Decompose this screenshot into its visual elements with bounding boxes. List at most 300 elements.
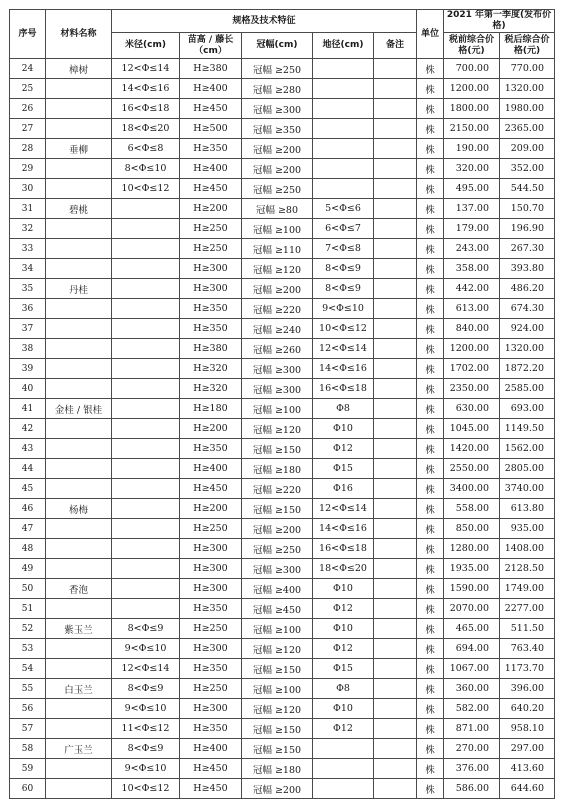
- cell-dbh: 11<Φ≤12: [112, 719, 180, 739]
- cell-remark: [374, 219, 417, 239]
- cell-unit: 株: [417, 139, 444, 159]
- table-row: [10, 639, 555, 659]
- cell-remark: [374, 399, 417, 419]
- cell-crown: 冠幅 ≥350: [242, 119, 313, 139]
- cell-crown: 冠幅 ≥80: [242, 199, 313, 219]
- cell-height: H≥400: [180, 159, 242, 179]
- cell-ground-diameter: [313, 139, 374, 159]
- cell-remark: [374, 259, 417, 279]
- cell-material-name: [46, 439, 112, 459]
- cell-remark: [374, 759, 417, 779]
- table-row: [10, 759, 555, 779]
- cell-post-tax-price: 2585.00: [500, 379, 555, 399]
- cell-crown: 冠幅 ≥250: [242, 179, 313, 199]
- table-row: [10, 539, 555, 559]
- cell-no: 30: [10, 179, 46, 199]
- cell-material-name: [46, 659, 112, 679]
- cell-ground-diameter: Φ10: [313, 419, 374, 439]
- cell-height: H≥450: [180, 99, 242, 119]
- cell-no: 44: [10, 459, 46, 479]
- cell-post-tax-price: 1749.00: [500, 579, 555, 599]
- cell-height: H≥350: [180, 299, 242, 319]
- cell-height: H≥200: [180, 499, 242, 519]
- cell-ground-diameter: 10<Φ≤12: [313, 319, 374, 339]
- cell-pre-tax-price: 190.00: [444, 139, 500, 159]
- cell-unit: 株: [417, 379, 444, 399]
- cell-dbh: [112, 299, 180, 319]
- cell-material-name: [46, 179, 112, 199]
- cell-post-tax-price: 674.30: [500, 299, 555, 319]
- cell-material-name: [46, 559, 112, 579]
- cell-material-name: [46, 99, 112, 119]
- header-unit: 单位: [417, 10, 444, 59]
- cell-remark: [374, 419, 417, 439]
- cell-no: 35: [10, 279, 46, 299]
- cell-height: H≥350: [180, 599, 242, 619]
- price-table: [9, 9, 555, 799]
- cell-post-tax-price: 196.90: [500, 219, 555, 239]
- cell-unit: 株: [417, 699, 444, 719]
- cell-remark: [374, 299, 417, 319]
- cell-material-name: [46, 219, 112, 239]
- cell-material-name: 紫玉兰: [46, 619, 112, 639]
- cell-ground-diameter: Φ12: [313, 719, 374, 739]
- cell-material-name: [46, 479, 112, 499]
- cell-remark: [374, 479, 417, 499]
- cell-no: 48: [10, 539, 46, 559]
- cell-crown: 冠幅 ≥180: [242, 459, 313, 479]
- cell-ground-diameter: [313, 119, 374, 139]
- cell-unit: 株: [417, 539, 444, 559]
- cell-ground-diameter: 8<Φ≤9: [313, 259, 374, 279]
- cell-crown: 冠幅 ≥220: [242, 299, 313, 319]
- cell-remark: [374, 119, 417, 139]
- cell-no: 42: [10, 419, 46, 439]
- cell-post-tax-price: 958.10: [500, 719, 555, 739]
- cell-remark: [374, 379, 417, 399]
- cell-crown: 冠幅 ≥240: [242, 319, 313, 339]
- cell-pre-tax-price: 582.00: [444, 699, 500, 719]
- cell-post-tax-price: 413.60: [500, 759, 555, 779]
- cell-ground-diameter: Φ10: [313, 619, 374, 639]
- cell-ground-diameter: 8<Φ≤9: [313, 279, 374, 299]
- cell-unit: 株: [417, 59, 444, 79]
- cell-unit: 株: [417, 419, 444, 439]
- cell-material-name: 香泡: [46, 579, 112, 599]
- table-row: [10, 259, 555, 279]
- cell-unit: 株: [417, 719, 444, 739]
- cell-ground-diameter: Φ15: [313, 459, 374, 479]
- cell-material-name: 樟树: [46, 59, 112, 79]
- cell-pre-tax-price: 270.00: [444, 739, 500, 759]
- table-row: [10, 279, 555, 299]
- cell-no: 27: [10, 119, 46, 139]
- cell-pre-tax-price: 3400.00: [444, 479, 500, 499]
- header-no: 序号: [10, 10, 46, 59]
- cell-height: H≥380: [180, 59, 242, 79]
- cell-material-name: [46, 699, 112, 719]
- cell-post-tax-price: 770.00: [500, 59, 555, 79]
- cell-ground-diameter: 12<Φ≤14: [313, 339, 374, 359]
- cell-remark: [374, 559, 417, 579]
- cell-remark: [374, 139, 417, 159]
- cell-pre-tax-price: 1590.00: [444, 579, 500, 599]
- cell-remark: [374, 439, 417, 459]
- cell-unit: 株: [417, 759, 444, 779]
- cell-unit: 株: [417, 619, 444, 639]
- header-ground-diameter: 地径(cm): [313, 33, 374, 59]
- table-row: [10, 319, 555, 339]
- cell-ground-diameter: [313, 159, 374, 179]
- cell-ground-diameter: Φ12: [313, 599, 374, 619]
- cell-pre-tax-price: 465.00: [444, 619, 500, 639]
- cell-ground-diameter: 6<Φ≤7: [313, 219, 374, 239]
- cell-dbh: [112, 519, 180, 539]
- header-remark: 备注: [374, 33, 417, 59]
- cell-no: 37: [10, 319, 46, 339]
- cell-crown: 冠幅 ≥280: [242, 79, 313, 99]
- cell-pre-tax-price: 694.00: [444, 639, 500, 659]
- header-dbh: 米径(cm): [112, 33, 180, 59]
- cell-remark: [374, 179, 417, 199]
- cell-unit: 株: [417, 299, 444, 319]
- cell-material-name: [46, 379, 112, 399]
- cell-height: H≥400: [180, 459, 242, 479]
- cell-ground-diameter: 9<Φ≤10: [313, 299, 374, 319]
- cell-ground-diameter: 18<Φ≤20: [313, 559, 374, 579]
- cell-ground-diameter: 12<Φ≤14: [313, 499, 374, 519]
- cell-pre-tax-price: 243.00: [444, 239, 500, 259]
- cell-unit: 株: [417, 219, 444, 239]
- cell-post-tax-price: 209.00: [500, 139, 555, 159]
- cell-material-name: [46, 339, 112, 359]
- cell-post-tax-price: 935.00: [500, 519, 555, 539]
- cell-height: H≥380: [180, 339, 242, 359]
- cell-dbh: 8<Φ≤9: [112, 679, 180, 699]
- cell-no: 43: [10, 439, 46, 459]
- cell-unit: 株: [417, 179, 444, 199]
- cell-unit: 株: [417, 339, 444, 359]
- cell-post-tax-price: 396.00: [500, 679, 555, 699]
- cell-post-tax-price: 297.00: [500, 739, 555, 759]
- cell-no: 51: [10, 599, 46, 619]
- cell-remark: [374, 639, 417, 659]
- cell-dbh: [112, 599, 180, 619]
- cell-material-name: [46, 539, 112, 559]
- cell-unit: 株: [417, 579, 444, 599]
- cell-post-tax-price: 1149.50: [500, 419, 555, 439]
- cell-remark: [374, 159, 417, 179]
- table-row: [10, 739, 555, 759]
- cell-dbh: [112, 559, 180, 579]
- cell-post-tax-price: 924.00: [500, 319, 555, 339]
- header-post-tax-price: 税后综合价格(元): [500, 33, 555, 59]
- cell-pre-tax-price: 1420.00: [444, 439, 500, 459]
- cell-crown: 冠幅 ≥110: [242, 239, 313, 259]
- cell-post-tax-price: 1562.00: [500, 439, 555, 459]
- cell-material-name: [46, 319, 112, 339]
- cell-ground-diameter: Φ12: [313, 439, 374, 459]
- cell-crown: 冠幅 ≥100: [242, 399, 313, 419]
- cell-unit: 株: [417, 159, 444, 179]
- cell-no: 34: [10, 259, 46, 279]
- cell-dbh: [112, 339, 180, 359]
- cell-height: H≥450: [180, 179, 242, 199]
- table-row: [10, 159, 555, 179]
- cell-post-tax-price: 2365.00: [500, 119, 555, 139]
- header-crown: 冠幅(cm): [242, 33, 313, 59]
- cell-no: 57: [10, 719, 46, 739]
- cell-unit: 株: [417, 119, 444, 139]
- table-row: [10, 299, 555, 319]
- cell-dbh: [112, 199, 180, 219]
- cell-ground-diameter: 16<Φ≤18: [313, 379, 374, 399]
- table-row: [10, 439, 555, 459]
- cell-post-tax-price: 3740.00: [500, 479, 555, 499]
- cell-unit: 株: [417, 479, 444, 499]
- cell-ground-diameter: [313, 99, 374, 119]
- cell-pre-tax-price: 495.00: [444, 179, 500, 199]
- cell-crown: 冠幅 ≥300: [242, 559, 313, 579]
- cell-crown: 冠幅 ≥300: [242, 379, 313, 399]
- cell-crown: 冠幅 ≥120: [242, 699, 313, 719]
- cell-ground-diameter: [313, 79, 374, 99]
- cell-dbh: [112, 419, 180, 439]
- cell-pre-tax-price: 840.00: [444, 319, 500, 339]
- cell-no: 50: [10, 579, 46, 599]
- cell-ground-diameter: [313, 59, 374, 79]
- cell-height: H≥320: [180, 359, 242, 379]
- cell-remark: [374, 99, 417, 119]
- cell-material-name: [46, 259, 112, 279]
- cell-height: H≥350: [180, 659, 242, 679]
- cell-post-tax-price: 352.00: [500, 159, 555, 179]
- table-row: [10, 559, 555, 579]
- cell-pre-tax-price: 360.00: [444, 679, 500, 699]
- cell-dbh: 6<Φ≤8: [112, 139, 180, 159]
- cell-remark: [374, 579, 417, 599]
- cell-crown: 冠幅 ≥300: [242, 99, 313, 119]
- cell-unit: 株: [417, 259, 444, 279]
- cell-dbh: [112, 379, 180, 399]
- cell-post-tax-price: 1872.20: [500, 359, 555, 379]
- cell-unit: 株: [417, 599, 444, 619]
- cell-pre-tax-price: 2150.00: [444, 119, 500, 139]
- cell-remark: [374, 739, 417, 759]
- cell-crown: 冠幅 ≥250: [242, 59, 313, 79]
- cell-post-tax-price: 2128.50: [500, 559, 555, 579]
- cell-no: 25: [10, 79, 46, 99]
- cell-post-tax-price: 2805.00: [500, 459, 555, 479]
- header-height: 苗高 / 藤长（cm）: [180, 33, 242, 59]
- cell-height: H≥300: [180, 639, 242, 659]
- cell-height: H≥250: [180, 519, 242, 539]
- cell-height: H≥350: [180, 139, 242, 159]
- cell-post-tax-price: 486.20: [500, 279, 555, 299]
- cell-unit: 株: [417, 199, 444, 219]
- cell-ground-diameter: Φ10: [313, 699, 374, 719]
- cell-unit: 株: [417, 559, 444, 579]
- cell-no: 58: [10, 739, 46, 759]
- cell-height: H≥250: [180, 679, 242, 699]
- cell-pre-tax-price: 2070.00: [444, 599, 500, 619]
- cell-post-tax-price: 1320.00: [500, 339, 555, 359]
- cell-material-name: [46, 299, 112, 319]
- cell-unit: 株: [417, 779, 444, 799]
- cell-unit: 株: [417, 319, 444, 339]
- cell-ground-diameter: [313, 779, 374, 799]
- cell-crown: 冠幅 ≥450: [242, 599, 313, 619]
- table-row: [10, 579, 555, 599]
- cell-material-name: 碧桃: [46, 199, 112, 219]
- cell-no: 55: [10, 679, 46, 699]
- cell-pre-tax-price: 558.00: [444, 499, 500, 519]
- table-row: [10, 659, 555, 679]
- cell-material-name: [46, 639, 112, 659]
- cell-crown: 冠幅 ≥120: [242, 419, 313, 439]
- cell-height: H≥300: [180, 699, 242, 719]
- cell-unit: 株: [417, 359, 444, 379]
- cell-post-tax-price: 1173.70: [500, 659, 555, 679]
- cell-material-name: 白玉兰: [46, 679, 112, 699]
- cell-pre-tax-price: 700.00: [444, 59, 500, 79]
- cell-crown: 冠幅 ≥400: [242, 579, 313, 599]
- cell-height: H≥350: [180, 719, 242, 739]
- cell-pre-tax-price: 1067.00: [444, 659, 500, 679]
- cell-ground-diameter: [313, 179, 374, 199]
- cell-post-tax-price: 640.20: [500, 699, 555, 719]
- cell-pre-tax-price: 850.00: [444, 519, 500, 539]
- cell-dbh: 9<Φ≤10: [112, 639, 180, 659]
- cell-no: 36: [10, 299, 46, 319]
- cell-pre-tax-price: 1702.00: [444, 359, 500, 379]
- cell-post-tax-price: 393.80: [500, 259, 555, 279]
- table-row: [10, 199, 555, 219]
- table-row: [10, 399, 555, 419]
- cell-crown: 冠幅 ≥150: [242, 439, 313, 459]
- cell-remark: [374, 319, 417, 339]
- cell-material-name: [46, 759, 112, 779]
- cell-crown: 冠幅 ≥260: [242, 339, 313, 359]
- cell-height: H≥200: [180, 199, 242, 219]
- cell-crown: 冠幅 ≥200: [242, 139, 313, 159]
- cell-material-name: [46, 519, 112, 539]
- table-row: [10, 59, 555, 79]
- header-pre-tax-price: 税前综合价格(元): [444, 33, 500, 59]
- cell-material-name: [46, 359, 112, 379]
- cell-post-tax-price: 150.70: [500, 199, 555, 219]
- cell-no: 33: [10, 239, 46, 259]
- table-row: [10, 619, 555, 639]
- cell-no: 26: [10, 99, 46, 119]
- table-row: [10, 719, 555, 739]
- cell-height: H≥200: [180, 419, 242, 439]
- cell-height: H≥350: [180, 439, 242, 459]
- cell-pre-tax-price: 613.00: [444, 299, 500, 319]
- cell-material-name: [46, 239, 112, 259]
- cell-dbh: 12<Φ≤14: [112, 659, 180, 679]
- cell-crown: 冠幅 ≥150: [242, 659, 313, 679]
- cell-dbh: 8<Φ≤9: [112, 619, 180, 639]
- cell-remark: [374, 199, 417, 219]
- cell-remark: [374, 539, 417, 559]
- cell-dbh: 10<Φ≤12: [112, 179, 180, 199]
- cell-no: 46: [10, 499, 46, 519]
- cell-material-name: 广玉兰: [46, 739, 112, 759]
- cell-ground-diameter: Φ15: [313, 659, 374, 679]
- cell-dbh: [112, 439, 180, 459]
- cell-ground-diameter: 14<Φ≤16: [313, 359, 374, 379]
- cell-crown: 冠幅 ≥200: [242, 279, 313, 299]
- cell-no: 59: [10, 759, 46, 779]
- table-row: [10, 79, 555, 99]
- cell-post-tax-price: 1408.00: [500, 539, 555, 559]
- cell-pre-tax-price: 1280.00: [444, 539, 500, 559]
- cell-post-tax-price: 1980.00: [500, 99, 555, 119]
- cell-pre-tax-price: 376.00: [444, 759, 500, 779]
- cell-crown: 冠幅 ≥100: [242, 619, 313, 639]
- cell-material-name: [46, 419, 112, 439]
- cell-material-name: [46, 719, 112, 739]
- cell-height: H≥320: [180, 379, 242, 399]
- cell-crown: 冠幅 ≥150: [242, 739, 313, 759]
- cell-height: H≥300: [180, 259, 242, 279]
- cell-pre-tax-price: 586.00: [444, 779, 500, 799]
- cell-material-name: [46, 79, 112, 99]
- cell-crown: 冠幅 ≥200: [242, 519, 313, 539]
- cell-no: 49: [10, 559, 46, 579]
- cell-height: H≥300: [180, 539, 242, 559]
- cell-remark: [374, 499, 417, 519]
- table-row: [10, 779, 555, 799]
- table-body: [10, 59, 555, 799]
- cell-no: 38: [10, 339, 46, 359]
- cell-dbh: 10<Φ≤12: [112, 779, 180, 799]
- cell-dbh: [112, 219, 180, 239]
- cell-dbh: 16<Φ≤18: [112, 99, 180, 119]
- cell-dbh: 18<Φ≤20: [112, 119, 180, 139]
- cell-ground-diameter: 14<Φ≤16: [313, 519, 374, 539]
- cell-material-name: 杨梅: [46, 499, 112, 519]
- cell-height: H≥300: [180, 279, 242, 299]
- cell-material-name: [46, 599, 112, 619]
- cell-crown: 冠幅 ≥200: [242, 779, 313, 799]
- cell-height: H≥400: [180, 79, 242, 99]
- cell-crown: 冠幅 ≥120: [242, 259, 313, 279]
- cell-post-tax-price: 267.30: [500, 239, 555, 259]
- cell-pre-tax-price: 137.00: [444, 199, 500, 219]
- cell-ground-diameter: [313, 739, 374, 759]
- cell-no: 53: [10, 639, 46, 659]
- cell-no: 45: [10, 479, 46, 499]
- cell-crown: 冠幅 ≥100: [242, 679, 313, 699]
- cell-no: 31: [10, 199, 46, 219]
- cell-no: 24: [10, 59, 46, 79]
- table-row: [10, 119, 555, 139]
- cell-no: 39: [10, 359, 46, 379]
- cell-unit: 株: [417, 739, 444, 759]
- cell-pre-tax-price: 871.00: [444, 719, 500, 739]
- cell-crown: 冠幅 ≥150: [242, 499, 313, 519]
- cell-dbh: [112, 319, 180, 339]
- cell-remark: [374, 59, 417, 79]
- cell-dbh: 9<Φ≤10: [112, 699, 180, 719]
- cell-no: 28: [10, 139, 46, 159]
- cell-dbh: 9<Φ≤10: [112, 759, 180, 779]
- cell-pre-tax-price: 2550.00: [444, 459, 500, 479]
- cell-remark: [374, 699, 417, 719]
- cell-dbh: 12<Φ≤14: [112, 59, 180, 79]
